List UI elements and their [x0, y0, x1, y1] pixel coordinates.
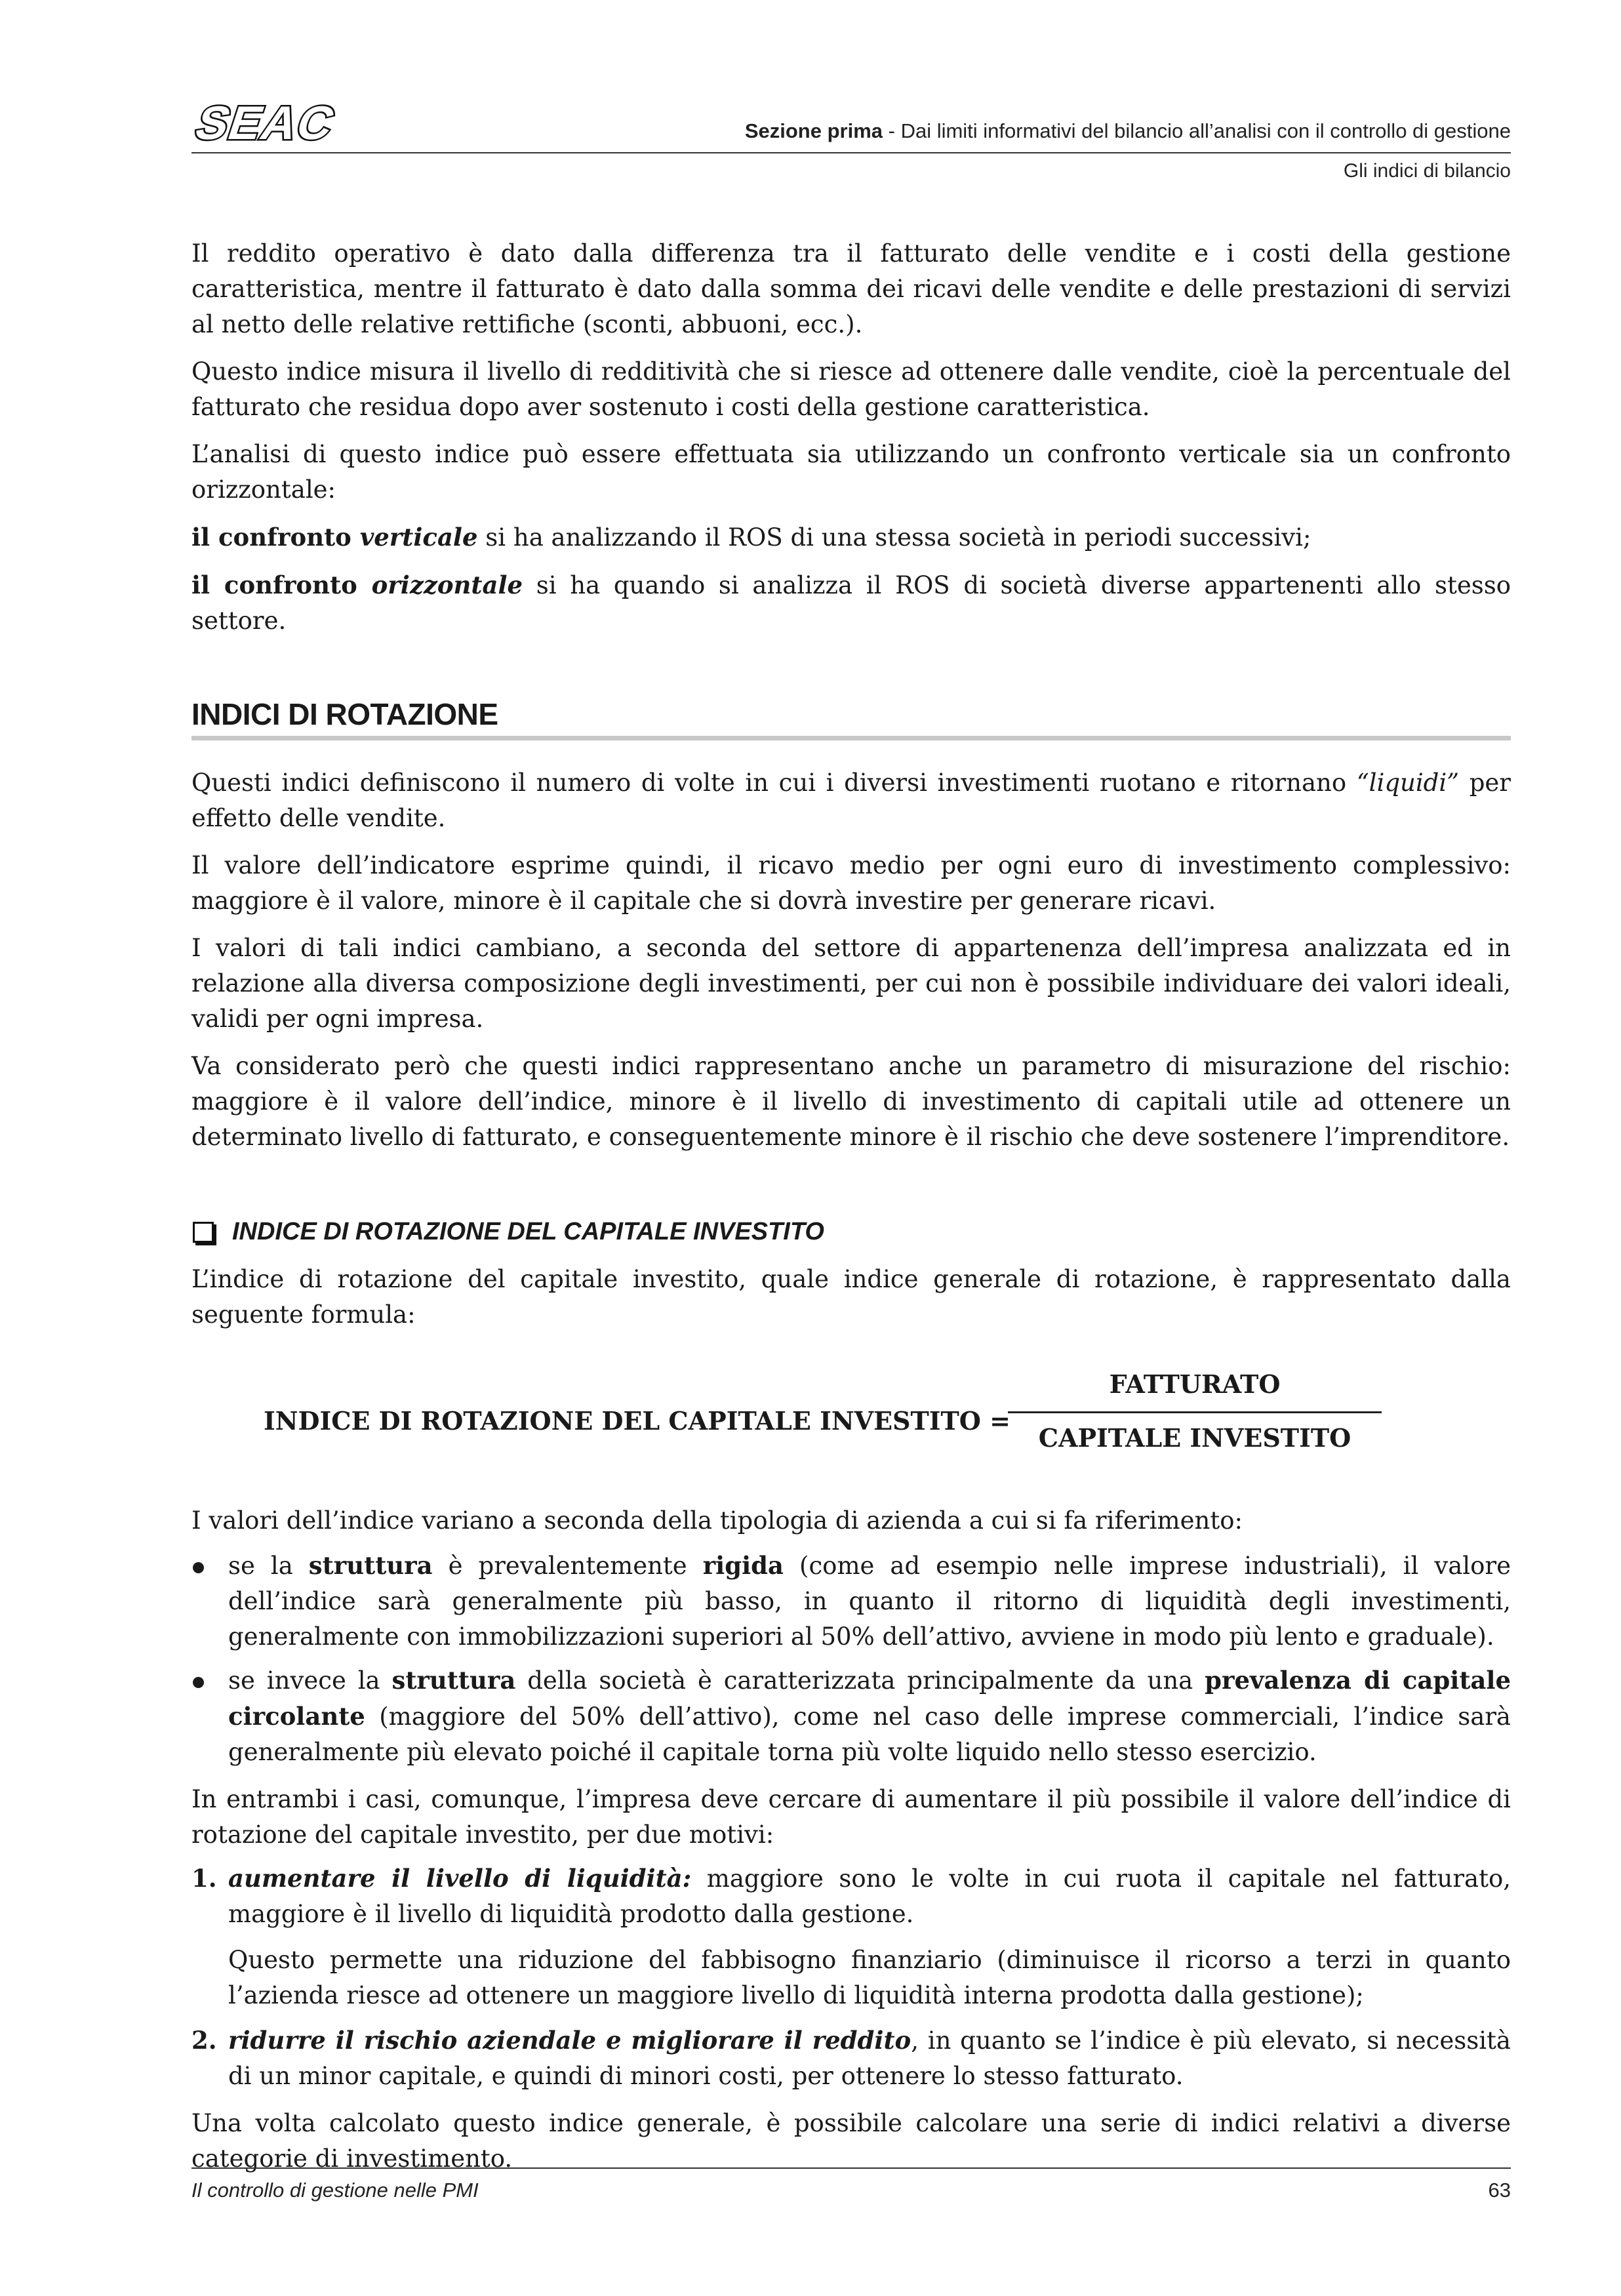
formula-lhs: INDICE DI ROTAZIONE DEL CAPITALE INVESTITO = [264, 1406, 1011, 1436]
intro-paragraph-1: Il reddito operativo è dato dalla differenza tra il fatturato delle vendite e i costi della gestione caratteristica, mentre il fatturato è dato dalla somma dei ricavi delle vendite e delle prestazioni di servizi al netto delle relative rettifiche (sconti, abbuoni, ecc.). [191, 239, 1511, 338]
list-number: 1. [191, 1864, 217, 1893]
header-subsection: Gli indici di bilancio [1343, 160, 1511, 182]
bullet-icon [193, 1677, 204, 1688]
subsection-intro: L’indice di rotazione del capitale investito, quale indice generale di rotazione, è rappresentato dalla seguente formula: [191, 1265, 1511, 1329]
header-section-title: Sezione prima - Dai limiti informativi del bilancio all’analisi con il controllo di gestione [744, 119, 1511, 142]
list-number: 2. [191, 2026, 217, 2055]
section-heading-indici-di-rotazione: INDICI DI ROTAZIONE [191, 696, 1511, 740]
formula-numerator: FATTURATO [1109, 1369, 1281, 1399]
list-item: se invece la struttura della società è caratterizzata principalmente da una prevalenza di capitale circolante (maggiore del 50% dell’attivo), come nel caso delle imprese commerciali, l’indice sarà generalmente più elevato poiché il capitale torna più volte liquido nello stesso esercizio. [191, 1662, 1511, 1770]
reasons-list [191, 1861, 1511, 2094]
intro-paragraph-3: L’analisi di questo indice può essere effettuata sia utilizzando un confronto verticale sia un confronto orizzontale: [191, 440, 1511, 504]
main-content [191, 236, 1511, 2177]
footer-page-number: 63 [1488, 2179, 1511, 2202]
checkbox-bullet-icon [193, 1222, 214, 1243]
intro-paragraph-2: Questo indice misura il livello di redditività che si riesce ad ottenere dalle vendite, cioè la percentuale del fatturato che residua dopo aver sostenuto i costi della gestione caratteristica. [191, 357, 1511, 421]
bullet-list [191, 1548, 1511, 1770]
closing-paragraph: Una volta calcolato questo indice generale, è possibile calcolare una serie di indici relativi a diverse categorie di investimento. [191, 2109, 1511, 2173]
section-paragraph-4: Va considerato però che questi indici rappresentano anche un parametro di misurazione del rischio: maggiore è il valore dell’indice, minore è il livello di investimento di capitali utile ad ottenere un determinato livello di fatturato, e conseguentemente minore è il rischio che deve sostenere l’imprenditore. [191, 1052, 1511, 1151]
seac-logo-graphic [189, 96, 343, 150]
subsection-heading: INDICE DI ROTAZIONE DEL CAPITALE INVESTITO [191, 1218, 1511, 1246]
list-item: 2. ridurre il rischio aziendale e migliorare il reddito, in quanto se l’indice è più elevato, si necessità di un minor capitale, e quindi di minori costi, per ottenere lo stesso fatturato. [191, 2023, 1511, 2094]
seac-logo [189, 96, 343, 152]
section-paragraph-1: Questi indici definiscono il numero di volte in cui i diversi investimenti ruotano e ritornano “liquidi” per effetto delle vendite. [191, 769, 1511, 832]
logo-text: SEAC [189, 96, 343, 150]
formula-denominator: CAPITALE INVESTITO [1038, 1423, 1351, 1453]
reason-extra: Questo permette una riduzione del fabbisogno finanziario (diminuisce il ricorso a terzi in quanto l’azienda riesce ad ottenere un maggiore livello di liquidità interna prodotta dalla gestione); [228, 1946, 1511, 2009]
section-paragraph-2: Il valore dell’indicatore esprime quindi, il ricavo medio per ogni euro di investimento complessivo: maggiore è il valore, minore è il capitale che si dovrà investire per generare ricavi. [191, 851, 1511, 915]
header-rule [191, 152, 1511, 153]
footer-book-title: Il controllo di gestione nelle PMI [191, 2179, 479, 2202]
intro-paragraph-vertical: il confronto verticale si ha analizzando il ROS di una stessa società in periodi successivi; [191, 523, 1311, 552]
values-intro: I valori dell’indice variano a seconda della tipologia di azienda a cui si fa riferimento: [191, 1506, 1243, 1535]
list-item: 1. aumentare il livello di liquidità: maggiore sono le volte in cui ruota il capitale nel fatturato, maggiore è il livello di liquidità prodotto dalla gestione. Questo permette una riduzione del fabbisogno finanziario (diminuisce il ricorso a terzi in quanto l’azienda riesce ad ottenere un maggiore livello di liquidità interna prodotta dalla gestione); [191, 1861, 1511, 2013]
section-paragraph-3: I valori di tali indici cambiano, a seconda del settore di appartenenza dell’impresa analizzata ed in relazione alla diversa composizione degli investimenti, per cui non è possibile individuare dei valori ideali, validi per ogni impresa. [191, 934, 1511, 1033]
footer-rule [191, 2167, 1511, 2169]
formula [191, 1365, 1511, 1477]
both-cases-paragraph: In entrambi i casi, comunque, l’impresa deve cercare di aumentare il più possibile il valore dell’indice di rotazione del capitale investito, per due motivi: [191, 1785, 1511, 1849]
list-item: se la struttura è prevalentemente rigida (come ad esempio nelle imprese industriali), il valore dell’indice sarà generalmente più basso, in quanto il ritorno di liquidità degli investimenti, generalmente con immobilizzazioni superiori al 50% dell’attivo, avviene in modo più lento e graduale). [191, 1548, 1511, 1655]
intro-paragraph-horizontal: il confronto orizzontale si ha quando si analizza il ROS di società diverse appartenenti allo stesso settore. [191, 571, 1511, 635]
bullet-icon [193, 1562, 204, 1573]
formula-fraction-bar [1008, 1411, 1382, 1413]
